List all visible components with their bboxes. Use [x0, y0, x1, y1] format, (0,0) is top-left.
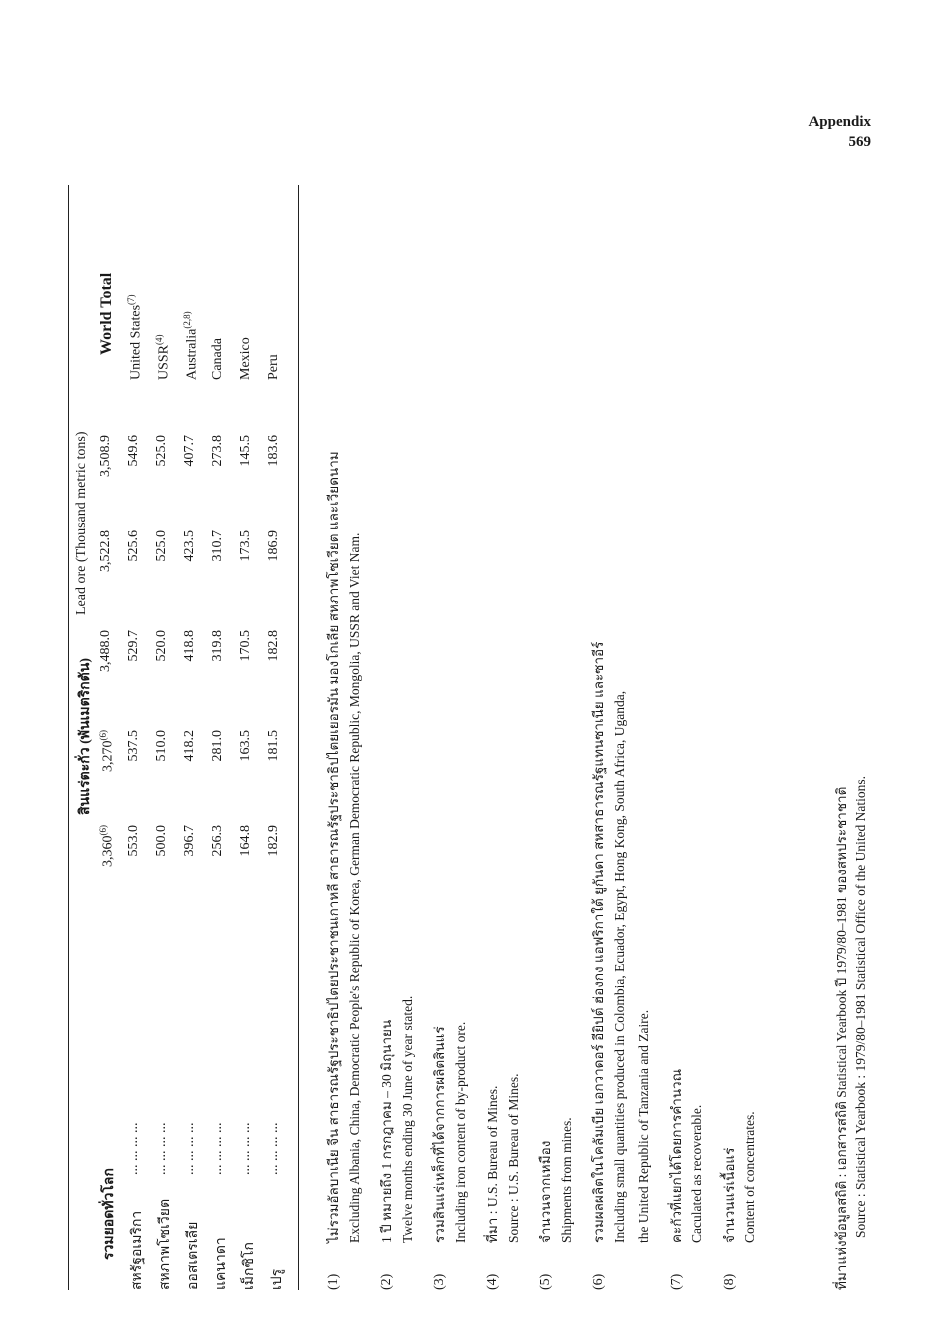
source-en: Source : Statistical Yearbook : 1979/80–1981 Statistical Office of the United Nations.	[853, 775, 868, 1238]
row-label-en	[266, 354, 282, 380]
leader-dots: ... ... ... ...	[238, 1122, 253, 1175]
unit-thai: สินแร่ตะกั่ว (พันเมตริกตัน)	[78, 658, 93, 815]
value-text: 3,360	[100, 835, 116, 867]
value-cell	[238, 630, 254, 700]
footnote-line: Excluding Albania, China, Democratic People's Republic of Korea, German Democratic Republic, Mongolia, USSR and Viet Nam.	[346, 532, 362, 1243]
row-label-en-text: Canada	[210, 338, 225, 380]
row-label-en-text: Australia	[184, 328, 200, 380]
row-label-superscript: (2,8)	[182, 311, 192, 329]
row-label-en	[126, 294, 145, 380]
value-cell	[98, 435, 114, 505]
value-text: 181.5	[266, 730, 281, 762]
top-rule	[68, 185, 69, 1290]
value-text: 537.5	[126, 730, 141, 762]
value-cell	[98, 630, 114, 700]
value-text: 3,522.8	[98, 530, 113, 572]
value-text: 529.7	[126, 630, 141, 662]
row-label-en	[238, 337, 254, 380]
value-text: 3,488.0	[98, 630, 113, 672]
value-cell	[210, 530, 226, 600]
value-text: 281.0	[210, 730, 225, 762]
value-cell	[154, 630, 170, 700]
footnote-marker: (2)	[379, 1273, 394, 1290]
value-text: 418.2	[182, 730, 197, 762]
value-text: 3,508.9	[98, 435, 113, 477]
value-cell	[210, 630, 226, 700]
footnote-line: 1 ปี หมายถึง 1 กรกฎาคม – 30 มิถุนายน	[379, 1019, 394, 1243]
value-text: 310.7	[210, 530, 225, 562]
footnote-marker: (7)	[668, 1273, 684, 1290]
value-cell	[266, 530, 282, 600]
value-cell	[238, 730, 254, 800]
row-label-en-text: United States	[128, 304, 144, 380]
footnote-line: Twelve months ending 30 June of year stated.	[399, 995, 415, 1243]
value-text: 3,270	[100, 740, 116, 772]
value-text: 423.5	[182, 530, 197, 562]
footnote-line: Including iron content of by-product ore.	[452, 1021, 468, 1243]
footnote-marker: (6)	[591, 1273, 606, 1290]
value-cell	[266, 435, 282, 505]
value-cell	[238, 530, 254, 600]
rotated-table-page	[60, 170, 900, 1290]
row-label-en	[154, 334, 173, 380]
unit-en: Lead ore (Thousand metric tons)	[74, 431, 89, 615]
value-text: 396.7	[182, 825, 197, 857]
leader-dots: ... ... ... ...	[210, 1122, 225, 1175]
page-number: 569	[848, 134, 871, 150]
value-cell	[266, 630, 282, 700]
value-cell	[238, 435, 254, 505]
value-text: 182.9	[266, 825, 281, 857]
leader-dots: ... ... ... ...	[154, 1122, 169, 1175]
value-text: 525.0	[154, 530, 169, 562]
value-cell	[98, 825, 117, 895]
row-label-thai: เม็กซิโก	[242, 1242, 257, 1290]
value-text: 164.8	[238, 825, 253, 857]
footnote-line: รวมสินแร่เหล็กที่ได้จากการผลิตสินแร่	[432, 1026, 447, 1243]
footnote-marker: (3)	[432, 1273, 447, 1290]
row-label-thai: แคนาดา	[214, 1237, 229, 1290]
value-cell	[182, 435, 198, 505]
value-cell	[266, 730, 282, 800]
value-cell	[126, 530, 142, 600]
page-header	[808, 112, 871, 152]
value-text: 407.7	[182, 435, 197, 467]
value-text: 553.0	[126, 825, 141, 857]
value-superscript: (6)	[98, 730, 108, 741]
row-label-en	[182, 311, 201, 380]
value-cell	[182, 530, 198, 600]
row-label-thai: เปรู	[270, 1268, 285, 1290]
value-cell	[126, 630, 142, 700]
row-label-en-text: USSR	[156, 344, 172, 380]
value-cell	[238, 825, 254, 895]
value-text: 510.0	[154, 730, 169, 762]
value-cell	[154, 530, 170, 600]
row-label-superscript: (4)	[154, 334, 164, 345]
source-thai: ที่มาแห่งข้อมูลสถิติ : เอกสารสถิติ Statistical Yearbook ปี 1979/80–1981 ของสหประชาชาติ	[834, 786, 849, 1290]
bottom-rule	[298, 185, 299, 1290]
value-cell	[210, 730, 226, 800]
value-text: 418.8	[182, 630, 197, 662]
value-text: 525.6	[126, 530, 141, 562]
row-label-en	[98, 273, 116, 355]
value-text: 525.0	[154, 435, 169, 467]
value-text: 520.0	[154, 630, 169, 662]
footnote-marker: (1)	[326, 1273, 341, 1290]
row-label-thai: ออสเตรเลีย	[186, 1221, 201, 1290]
footnote-line: Including small quantities produced in Colombia, Ecuador, Egypt, Hong Kong, South Africa, Uganda,	[611, 690, 627, 1243]
footnote-line: ไม่รวมอัลบาเนีย จีน สาธารณรัฐประชาธิปไตยประชาชนเกาหลี สาธารณรัฐประชาธิปไตยเยอรมัน มองโกเลีย สหภาพโซเวียต และเวียดนาม	[326, 451, 341, 1243]
row-label-thai: สหรัฐอเมริกา	[130, 1210, 145, 1290]
value-cell	[210, 435, 226, 505]
value-text: 163.5	[238, 730, 253, 762]
row-label-thai: สหภาพโซเวียต	[158, 1198, 173, 1290]
footnote-line: คะกัวที่แยกได้โดยการคำนวณ	[668, 1068, 684, 1243]
value-cell	[154, 730, 170, 800]
value-cell	[154, 825, 170, 895]
value-cell	[126, 730, 142, 800]
value-text: 549.6	[126, 435, 141, 467]
value-cell	[154, 435, 170, 505]
row-label-superscript: (7)	[126, 294, 136, 305]
row-label-en-text: World Total	[98, 272, 115, 355]
value-superscript: (6)	[98, 825, 108, 836]
value-cell	[182, 730, 198, 800]
footnote-line: Caculated as recoverable.	[689, 1104, 704, 1243]
value-text: 182.8	[266, 630, 281, 662]
footnote-line: Shipments from mines.	[558, 1117, 574, 1243]
value-text: 273.8	[210, 435, 225, 467]
value-text: 170.5	[238, 630, 253, 662]
value-cell	[126, 825, 142, 895]
footnote-marker: (5)	[538, 1273, 553, 1290]
appendix-label: Appendix	[808, 114, 871, 130]
row-label-en-text: Peru	[266, 354, 281, 380]
value-text: 145.5	[238, 435, 253, 467]
footnote-line: the United Republic of Tanzania and Zaire.	[636, 1009, 651, 1243]
value-cell	[182, 630, 198, 700]
footnote-marker: (8)	[721, 1273, 737, 1290]
row-label-en	[210, 338, 226, 380]
value-text: 186.9	[266, 530, 281, 562]
value-text: 319.8	[210, 630, 225, 662]
value-text: 500.0	[154, 825, 169, 857]
footnote-line: รวมผลผลิตในโคลัมเบีย เอกวาดอร์ อียิปต์ ฮ่องกง แอฟริกาใต้ ยูกันดา สหสาธารณรัฐแทนซาเนีย และซาอีร์	[591, 641, 606, 1243]
value-text: 173.5	[238, 530, 253, 562]
footnote-line: ที่มา : U.S. Bureau of Mines.	[485, 1085, 500, 1243]
value-cell	[98, 730, 117, 800]
footnote-line: จำนวนจากเหมือง	[538, 1140, 553, 1243]
value-text: 256.3	[210, 825, 225, 857]
row-label-en-text: Mexico	[238, 337, 253, 380]
value-cell	[182, 825, 198, 895]
footnote-marker: (4)	[485, 1273, 500, 1290]
leader-dots: ... ... ... ...	[182, 1122, 197, 1175]
value-cell	[210, 825, 226, 895]
value-cell	[266, 825, 282, 895]
value-text: 183.6	[266, 435, 281, 467]
footnote-line: Source : U.S. Bureau of Mines.	[505, 1073, 521, 1243]
footnote-line: Content of concentrates.	[742, 1111, 757, 1243]
leader-dots: ... ... ... ...	[266, 1122, 281, 1175]
value-cell	[98, 530, 114, 600]
footnote-line: จำนวนแร่เนื้อแร่	[721, 1147, 737, 1243]
row-label-thai: รวมยอดทั่วโลก	[102, 1168, 117, 1260]
value-cell	[126, 435, 142, 505]
leader-dots: ... ... ... ...	[126, 1122, 141, 1175]
